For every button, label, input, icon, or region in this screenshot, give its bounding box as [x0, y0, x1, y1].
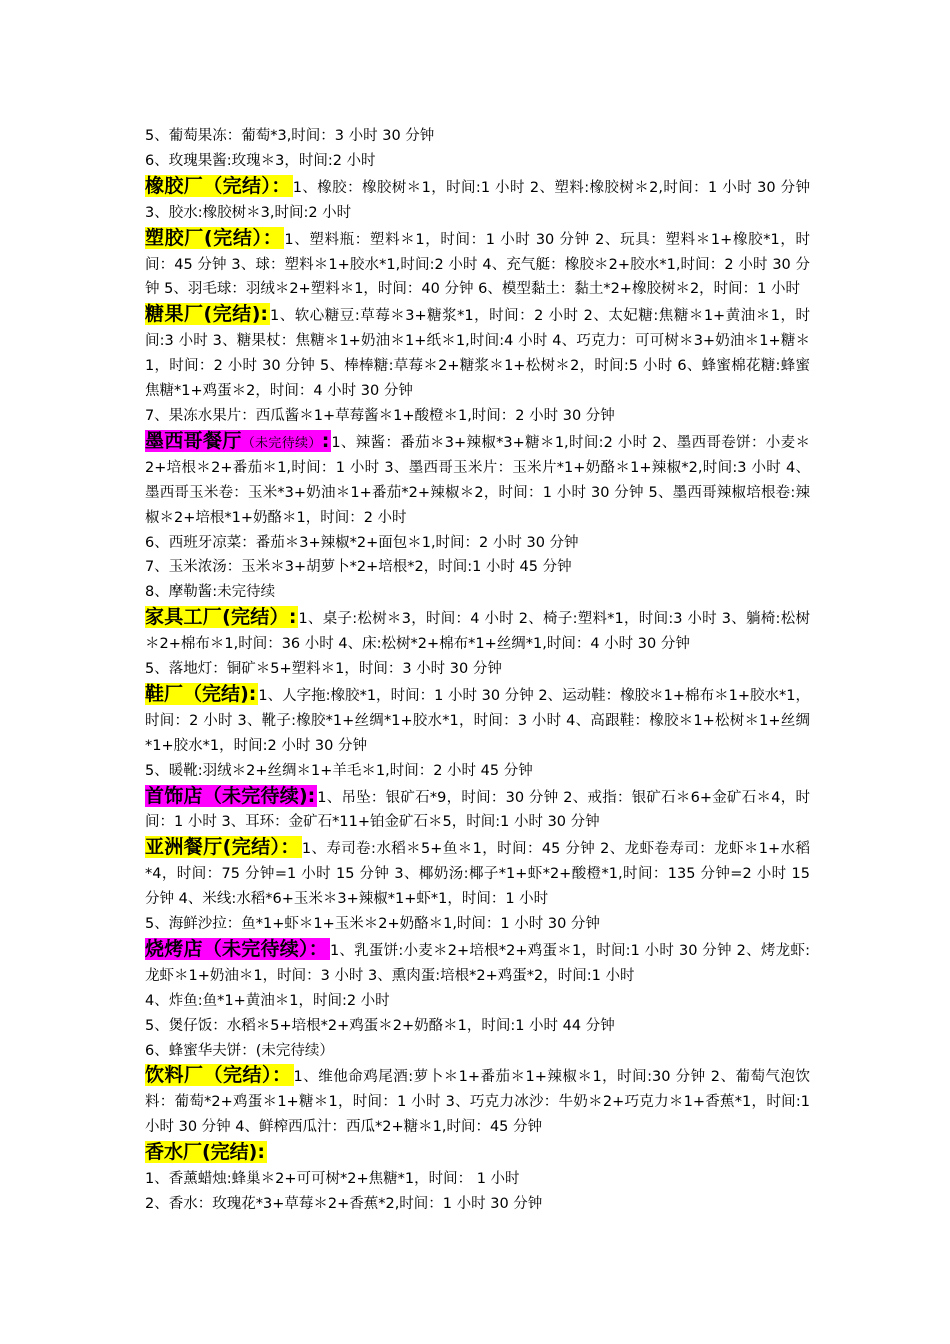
text-line: 5、煲仔饭：水稻＊5+培根*2+鸡蛋＊2+奶酪＊1，时间:1 小时 44 分钟 [145, 1017, 615, 1034]
text-line: 5、海鲜沙拉：鱼*1+虾＊1+玉米＊2+奶酪＊1,时间：1 小时 30 分钟 [145, 916, 600, 933]
text-line: 6、玫瑰果酱:玫瑰＊3，时间:2 小时 [145, 152, 376, 169]
heading-main: 墨西哥餐厅 [145, 429, 242, 452]
text-line: 6、西班牙凉菜：番茄＊3+辣椒*2+面包＊1,时间：2 小时 30 分钟 [145, 534, 579, 551]
section-heading: 饮料厂（完结）： [145, 1064, 292, 1087]
section-body: 1、软心糖豆:草莓＊3+糖浆*1，时间：2 小时 2、太妃糖:焦糖＊1+黄油＊1，时间:3 小时 3、糖果杖：焦糖＊1+奶油＊1+纸＊1,时间:4 小时 4、巧克力：可可树＊3+奶油＊1+糖＊1，时间：2 小时 30 分钟 5、棒棒糖:草莓＊2+糖浆＊1+松树＊2，时间:5 小时 6、蜂蜜棉花糖:蜂蜜焦糖*1+鸡蛋＊2，时间：4 小时 30 分钟 [145, 308, 810, 400]
text-line: 4、炸鱼:鱼*1+黄油＊1，时间:2 小时 [145, 992, 390, 1009]
section-heading: 鞋厂（完结): [145, 682, 257, 705]
section-heading: 首饰店（未完待续): [145, 784, 316, 807]
section-rubber [145, 174, 810, 226]
section-furniture [145, 605, 810, 657]
text-line: 7、玉米浓汤：玉米＊3+胡萝卜*2+培根*2，时间:1 小时 45 分钟 [145, 559, 572, 576]
section-candy [145, 302, 810, 404]
section-body: 1、人字拖:橡胶*1，时间：1 小时 30 分钟 2、运动鞋：橡胶＊1+棉布＊1+胶水*1，时间：2 小时 3、靴子:橡胶*1+丝绸*1+胶水*1，时间：3 小时 4、高跟鞋：橡胶＊1+松树＊1+丝绸*1+胶水*1，时间:2 小时 30 分钟 [145, 687, 810, 754]
text-line: 5、葡萄果冻：葡萄*3,时间：3 小时 30 分钟 [145, 128, 435, 144]
heading-note: （未完待续） [241, 435, 322, 451]
section-jewelry [145, 784, 810, 836]
text-line: 1、香薰蜡烛:蜂巢＊2+可可树*2+焦糖*1，时间： 1 小时 [145, 1171, 520, 1188]
section-heading: 家具工厂(完结）: [145, 606, 297, 629]
section-shoe [145, 682, 810, 759]
section-body: 1、橡胶：橡胶树＊1，时间:1 小时 2、塑料:橡胶树＊2,时间：1 小时 30 分钟 3、胶水:橡胶树＊3,时间:2 小时 [145, 179, 810, 221]
section-heading: 橡胶厂（完结）： [145, 174, 291, 197]
text-line: 6、蜂蜜华夫饼：(未完待续） [145, 1042, 334, 1059]
section-plastic [145, 226, 810, 303]
section-heading: 香水厂(完结): [145, 1141, 265, 1164]
section-body: 1、辣酱：番茄＊3+辣椒*3+糖＊1,时间:2 小时 2、墨西哥卷饼：小麦＊2+培根＊2+番茄＊1,时间：1 小时 3、墨西哥玉米片：玉米片*1+奶酪＊1+辣椒*2,时间:3 小时 4、墨西哥玉米卷：玉米*3+奶油＊1+番茄*2+辣椒＊2，时间：1 小时 30 分钟 5、墨西哥辣椒培根卷:辣椒＊2+培根*1+奶酪＊1，时间：2 小时 [145, 434, 810, 526]
text-line: 5、落地灯：铜矿＊5+塑料＊1，时间：3 小时 30 分钟 [145, 661, 502, 678]
section-body: 1、吊坠：银矿石*9，时间：30 分钟 2、戒指：银矿石＊6+金矿石＊4，时间：1 小时 3、耳环：金矿石*11+铂金矿石＊5，时间:1 小时 30 分钟 [145, 789, 810, 831]
section-drink [145, 1063, 810, 1140]
section-body: 1、塑料瓶：塑料＊1，时间：1 小时 30 分钟 2、玩具：塑料＊1+橡胶*1，时间：45 分钟 3、球：塑料＊1+胶水*1,时间:2 小时 4、充气艇：橡胶＊2+胶水*1,时间：2 小时 30 分钟 5、羽毛球：羽绒＊2+塑料＊1，时间：40 分钟 6、模型黏土：黏土*2+橡胶树＊2，时间：1 小时 [145, 231, 811, 298]
text-line: 2、香水：玫瑰花*3+草莓＊2+香蕉*2,时间：1 小时 30 分钟 [145, 1195, 543, 1212]
text-line: 8、摩勒酱:未完待续 [145, 584, 276, 601]
section-asian [145, 835, 810, 912]
section-body: 1、桌子:松树＊3，时间：4 小时 2、椅子:塑料*1，时间:3 小时 3、躺椅:松树＊2+棉布＊1,时间：36 小时 4、床:松树*2+棉布*1+丝绸*1,时间：4 小时 30 分钟 [145, 611, 810, 653]
text-line: 5、暖靴:羽绒＊2+丝绸＊1+羊毛＊1,时间：2 小时 45 分钟 [145, 762, 533, 779]
section-heading [145, 430, 331, 452]
section-body: 1、寿司卷:水稻＊5+鱼＊1，时间：45 分钟 2、龙虾卷寿司：龙虾＊1+水稻*4，时间：75 分钟=1 小时 15 分钟 3、椰奶汤:椰子*1+虾*2+酸橙*1,时间：135 分钟=2 小时 15 分钟 4、米线:水稻*6+玉米＊3+辣椒*1+虾*1，时间：1 小时 [145, 841, 810, 908]
text-line: 7、果冻水果片：西瓜酱＊1+草莓酱＊1+酸橙＊1,时间：2 小时 30 分钟 [145, 407, 615, 424]
section-heading: 亚洲餐厅(完结）： [145, 836, 300, 859]
document-page [145, 124, 810, 1217]
heading-colon: : [321, 429, 330, 452]
section-perfume [145, 1140, 810, 1167]
section-body: 1、维他命鸡尾酒:萝卜＊1+番茄＊1+辣椒＊1，时间:30 分钟 2、葡萄气泡饮料：葡萄*2+鸡蛋＊1+糖＊1，时间：1 小时 3、巧克力冰沙：牛奶＊2+巧克力＊1+香蕉*1，时间:1 小时 30 分钟 4、鲜榨西瓜汁：西瓜*2+糖＊1,时间：45 分钟 [145, 1069, 810, 1136]
section-heading: 塑胶厂(完结）： [145, 226, 283, 249]
section-heading: 烧烤店（未完待续）： [145, 937, 328, 960]
section-mexican [145, 429, 810, 531]
section-bbq [145, 937, 810, 989]
section-body: 1、乳蛋饼:小麦＊2+培根*2+鸡蛋＊1，时间:1 小时 30 分钟 2、烤龙虾:龙虾＊1+奶油＊1，时间：3 小时 3、熏肉蛋:培根*2+鸡蛋*2，时间:1 小时 [145, 942, 810, 984]
section-heading: 糖果厂(完结): [145, 303, 269, 326]
